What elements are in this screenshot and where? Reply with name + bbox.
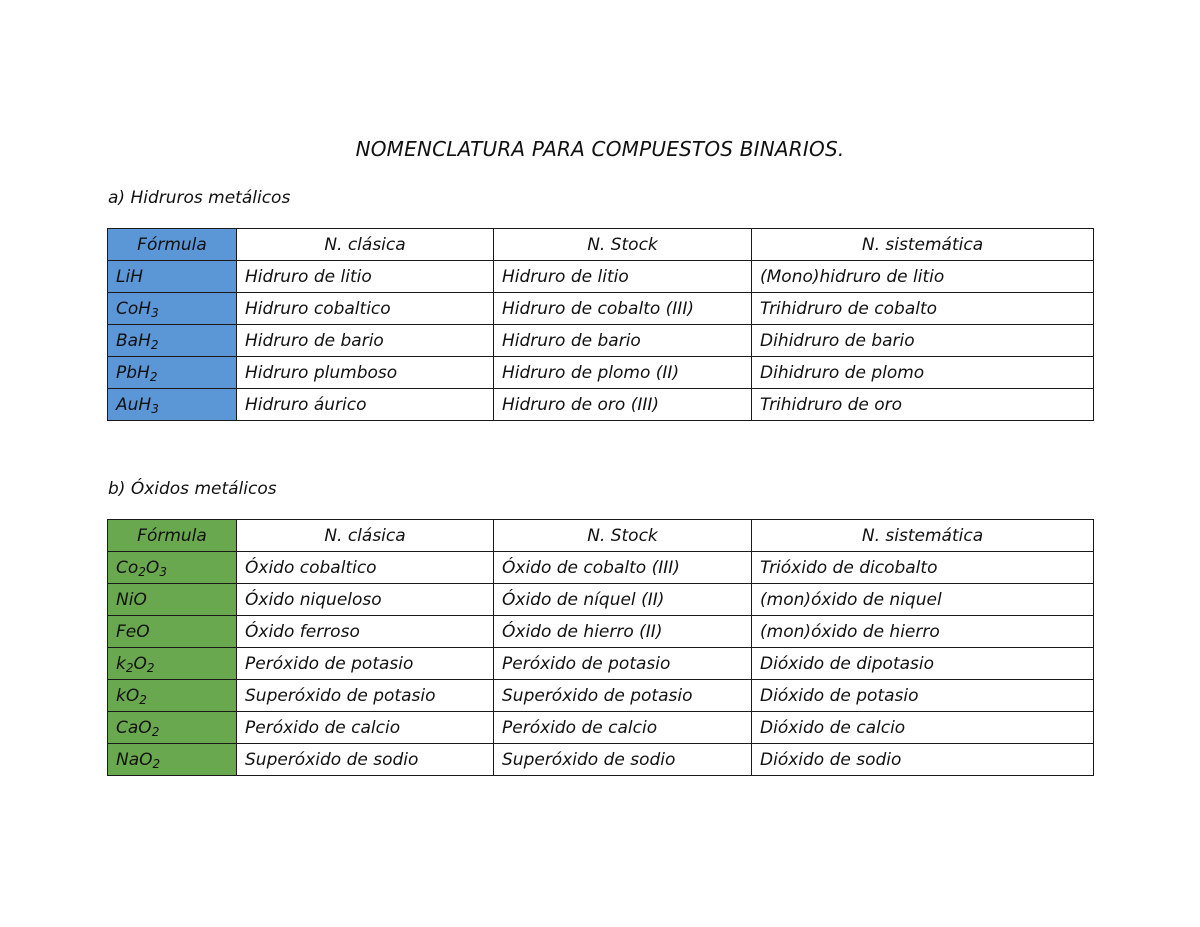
formula-subscript: 2 <box>138 564 146 579</box>
table-row <box>108 293 1094 325</box>
formula-text <box>116 267 143 287</box>
formula-text <box>116 622 150 642</box>
table-row <box>108 552 1094 584</box>
cell-clasica: Superóxido de potasio <box>237 680 494 712</box>
header-row <box>108 229 1094 261</box>
cell-clasica: Óxido niqueloso <box>237 584 494 616</box>
cell-formula <box>108 616 237 648</box>
table-row <box>108 261 1094 293</box>
formula-text <box>116 750 160 770</box>
formula-symbol: O <box>125 685 140 706</box>
header-formula: Fórmula <box>108 229 237 261</box>
table-row <box>108 584 1094 616</box>
cell-clasica: Peróxido de calcio <box>237 712 494 744</box>
cell-stock: Hidruro de litio <box>494 261 752 293</box>
formula-symbol: O <box>145 557 160 578</box>
cell-sistematica: Dióxido de dipotasio <box>752 648 1094 680</box>
formula-symbol: Na <box>116 749 140 770</box>
formula-symbol: H <box>137 362 150 383</box>
formula-symbol: Pb <box>116 362 138 383</box>
formula-symbol: Ca <box>116 717 139 738</box>
cell-formula <box>108 552 237 584</box>
cell-formula <box>108 648 237 680</box>
cell-stock: Peróxido de calcio <box>494 712 752 744</box>
cell-sistematica: Trihidruro de oro <box>752 389 1094 421</box>
formula-symbol: Li <box>116 266 131 287</box>
header-sistematica: N. sistemática <box>752 520 1094 552</box>
formula-symbol: Au <box>116 394 139 415</box>
cell-stock: Hidruro de cobalto (III) <box>494 293 752 325</box>
table-row <box>108 389 1094 421</box>
table-row <box>108 325 1094 357</box>
section-label-hidruros: a) Hidruros metálicos <box>108 188 291 208</box>
cell-formula <box>108 357 237 389</box>
formula-subscript: 2 <box>125 660 134 675</box>
cell-stock: Hidruro de oro (III) <box>494 389 752 421</box>
cell-formula <box>108 261 237 293</box>
formula-text <box>116 718 159 738</box>
cell-formula <box>108 680 237 712</box>
formula-symbol: Ni <box>116 589 134 610</box>
formula-symbol: Co <box>116 557 139 578</box>
formula-symbol: H <box>130 266 143 287</box>
cell-clasica: Óxido cobaltico <box>237 552 494 584</box>
table-row <box>108 680 1094 712</box>
cell-clasica: Hidruro áurico <box>237 389 494 421</box>
formula-text <box>116 363 157 383</box>
cell-sistematica: Trihidruro de cobalto <box>752 293 1094 325</box>
cell-sistematica: Dihidruro de bario <box>752 325 1094 357</box>
table-row <box>108 616 1094 648</box>
header-stock: N. Stock <box>494 229 752 261</box>
cell-clasica: Hidruro de litio <box>237 261 494 293</box>
cell-sistematica: (Mono)hidruro de litio <box>752 261 1094 293</box>
header-sistematica: N. sistemática <box>752 229 1094 261</box>
cell-clasica: Hidruro plumboso <box>237 357 494 389</box>
cell-sistematica: Dihidruro de plomo <box>752 357 1094 389</box>
cell-stock: Superóxido de potasio <box>494 680 752 712</box>
cell-clasica: Hidruro cobaltico <box>237 293 494 325</box>
table-row <box>108 744 1094 776</box>
cell-clasica: Peróxido de potasio <box>237 648 494 680</box>
formula-text <box>116 395 159 415</box>
formula-symbol: k <box>116 653 126 674</box>
cell-stock: Superóxido de sodio <box>494 744 752 776</box>
cell-stock: Hidruro de bario <box>494 325 752 357</box>
cell-stock: Óxido de cobalto (III) <box>494 552 752 584</box>
formula-subscript: 3 <box>151 305 159 320</box>
header-clasica: N. clásica <box>237 520 494 552</box>
cell-stock: Peróxido de potasio <box>494 648 752 680</box>
table-oxidos <box>107 519 1094 776</box>
cell-sistematica: Dióxido de potasio <box>752 680 1094 712</box>
formula-symbol: H <box>138 330 151 351</box>
formula-symbol: Co <box>116 298 139 319</box>
cell-stock: Hidruro de plomo (II) <box>494 357 752 389</box>
cell-stock: Óxido de níquel (II) <box>494 584 752 616</box>
formula-subscript: 2 <box>150 337 159 352</box>
formula-symbol: O <box>133 589 147 610</box>
formula-symbol: O <box>133 653 147 674</box>
table-hidruros <box>107 228 1094 421</box>
cell-formula <box>108 389 237 421</box>
formula-text <box>116 331 159 351</box>
formula-text <box>116 654 155 674</box>
formula-symbol: k <box>116 685 126 706</box>
cell-clasica: Superóxido de sodio <box>237 744 494 776</box>
formula-subscript: 3 <box>159 564 167 579</box>
formula-symbol: O <box>139 749 153 770</box>
header-row <box>108 520 1094 552</box>
cell-sistematica: (mon)óxido de niquel <box>752 584 1094 616</box>
cell-formula <box>108 584 237 616</box>
cell-formula <box>108 712 237 744</box>
cell-clasica: Óxido ferroso <box>237 616 494 648</box>
page-title: NOMENCLATURA PARA COMPUESTOS BINARIOS. <box>355 137 845 161</box>
cell-formula <box>108 293 237 325</box>
formula-subscript: 3 <box>151 401 159 416</box>
header-stock: N. Stock <box>494 520 752 552</box>
cell-formula <box>108 744 237 776</box>
table-row <box>108 648 1094 680</box>
formula-text <box>116 686 147 706</box>
cell-sistematica: Dióxido de sodio <box>752 744 1094 776</box>
formula-subscript: 2 <box>146 660 155 675</box>
formula-subscript: 2 <box>149 369 158 384</box>
formula-symbol: H <box>138 298 152 319</box>
formula-subscript: 2 <box>151 724 160 739</box>
header-formula: Fórmula <box>108 520 237 552</box>
cell-formula <box>108 325 237 357</box>
table-row <box>108 712 1094 744</box>
formula-subscript: 2 <box>139 692 147 707</box>
cell-sistematica: Dióxido de calcio <box>752 712 1094 744</box>
header-clasica: N. clásica <box>237 229 494 261</box>
formula-symbol: Fe <box>116 621 137 642</box>
section-label-oxidos: b) Óxidos metálicos <box>108 479 277 499</box>
formula-symbol: H <box>138 394 152 415</box>
cell-clasica: Hidruro de bario <box>237 325 494 357</box>
formula-symbol: Ba <box>116 330 139 351</box>
table-row <box>108 357 1094 389</box>
formula-text <box>116 299 159 319</box>
formula-symbol: O <box>138 717 152 738</box>
formula-subscript: 2 <box>152 756 161 771</box>
formula-text <box>116 590 147 610</box>
cell-sistematica: (mon)óxido de hierro <box>752 616 1094 648</box>
cell-sistematica: Trióxido de dicobalto <box>752 552 1094 584</box>
formula-text <box>116 558 167 578</box>
formula-symbol: O <box>136 621 150 642</box>
cell-stock: Óxido de hierro (II) <box>494 616 752 648</box>
